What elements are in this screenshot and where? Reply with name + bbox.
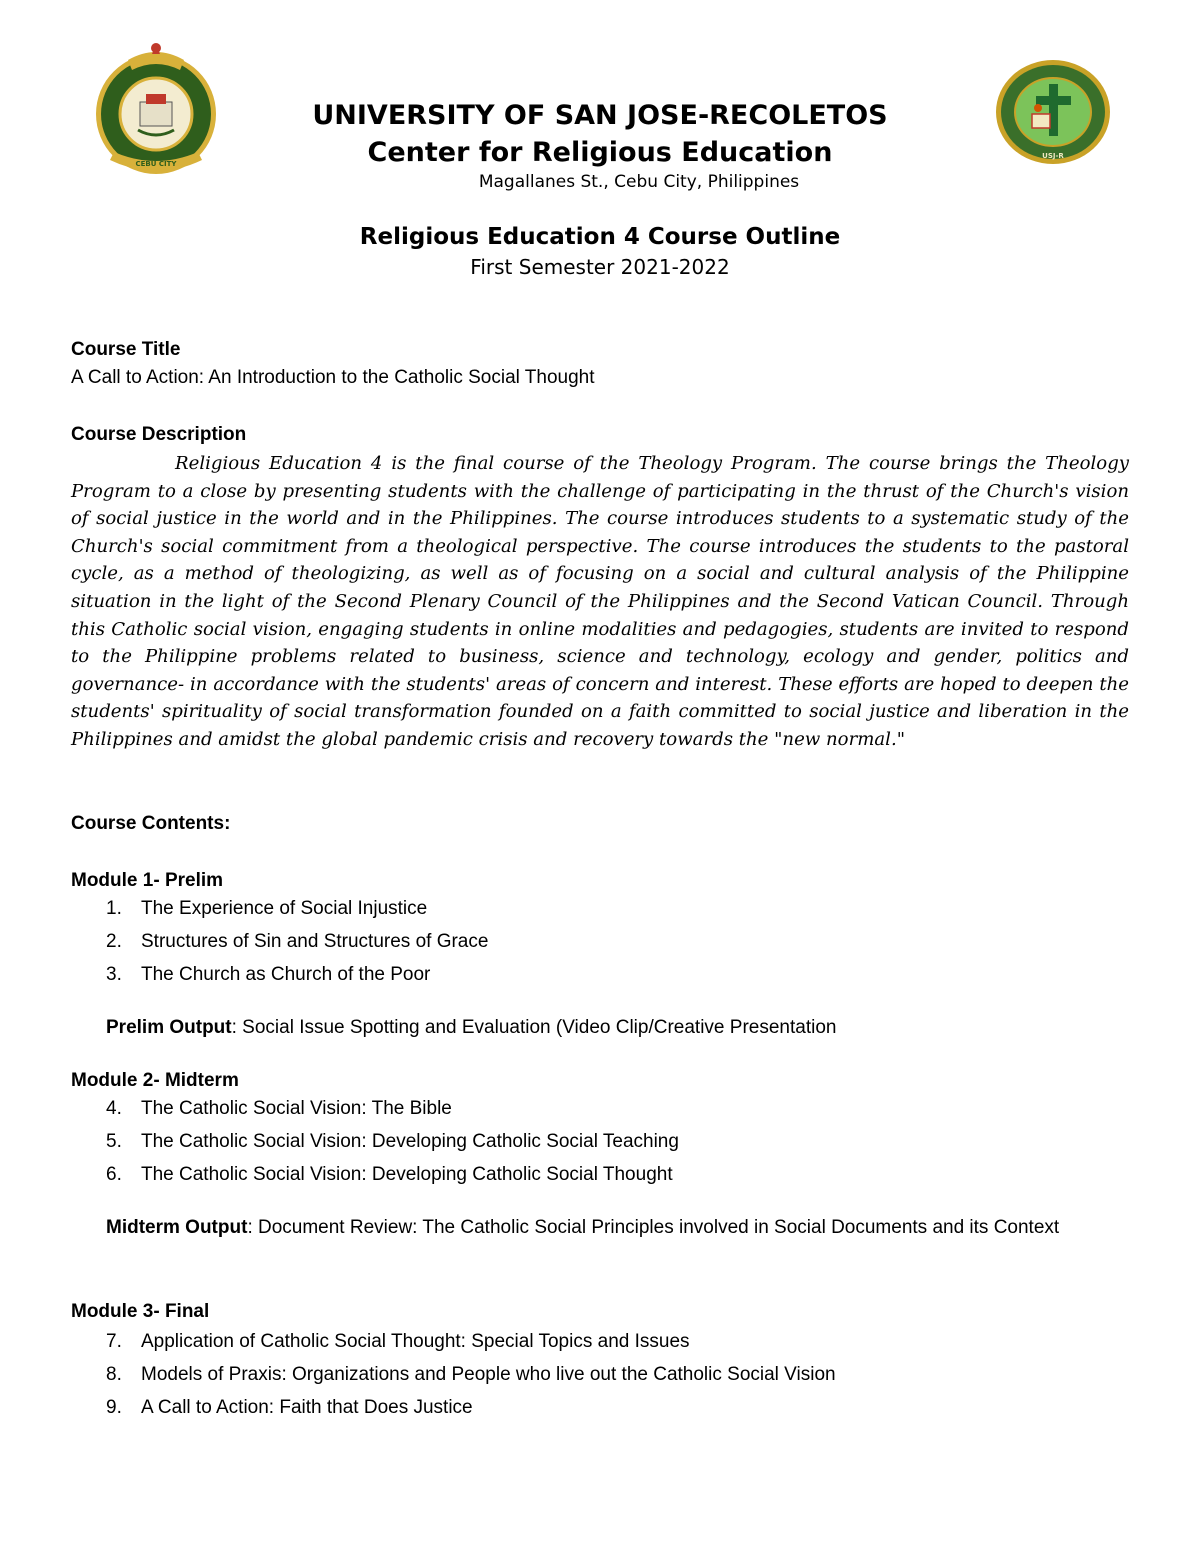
- university-name: UNIVERSITY OF SAN JOSE-RECOLETOS: [312, 100, 888, 131]
- list-item: 4. The Catholic Social Vision: The Bible: [106, 1098, 452, 1119]
- seal-bottom-text: CEBU CITY: [135, 160, 177, 168]
- module-title: Module 1- Prelim: [71, 870, 224, 891]
- list-item: 6. The Catholic Social Vision: Developing Catholic Social Thought: [106, 1164, 673, 1185]
- list-item: 3. The Church as Church of the Poor: [106, 964, 431, 985]
- course-description-body: Religious Education 4 is the final course of the Theology Program. The course brings the Theology Program to a close by presenting students with the challenge of participating in the thrust of the Church's vision of social justice in the world and in the Philippines. The course introduces students to a systematic study of the Church's social commitment from a theological perspective. The course introduces the students to the pastoral cycle, as a method of theologizing, as well as of focusing on a social and cultural analysis of the Philippine situation in the light of the Second Plenary Council of the Philippines and the Second Vatican Council. Through this Catholic social vision, engaging students in online modalities and pedagogies, students are invited to respond to the Philippine problems related to business, science and technology, ecology and gender, politics and governance- in accordance with the students' areas of concern and interest. These efforts are hoped to deepen the students' spirituality of social transformation founded on a faith committed to social justice and liberation in the Philippines and amidst the global pandemic crisis and recovery towards the "new normal.": [71, 453, 1129, 750]
- address: Magallanes St., Cebu City, Philippines: [478, 172, 800, 192]
- list-item: 9. A Call to Action: Faith that Does Justice: [106, 1397, 473, 1418]
- seal-bottom-text: USJ-R: [1042, 152, 1064, 160]
- course-description-heading: Course Description: [71, 424, 247, 445]
- list-item: 8. Models of Praxis: Organizations and People who live out the Catholic Social Vision: [106, 1364, 836, 1385]
- course-description-text: [71, 450, 1129, 754]
- list-item: 5. The Catholic Social Vision: Developing Catholic Social Teaching: [106, 1131, 679, 1152]
- semester: First Semester 2021-2022: [470, 255, 730, 279]
- module-output: [106, 1211, 1116, 1244]
- output-text: : Social Issue Spotting and Evaluation (Video Clip/Creative Presentation: [231, 1017, 837, 1038]
- output-label: Midterm Output: [106, 1217, 248, 1238]
- course-contents-heading: Course Contents:: [71, 813, 231, 834]
- course-title-heading: Course Title: [71, 339, 181, 360]
- module-output: [106, 1011, 1116, 1044]
- outline-title: Religious Education 4 Course Outline: [359, 224, 841, 250]
- list-item: 2. Structures of Sin and Structures of Grace: [106, 931, 489, 952]
- module-title: Module 3- Final: [71, 1301, 210, 1322]
- output-text: : Document Review: The Catholic Social Principles involved in Social Documents and its Context: [247, 1217, 1060, 1238]
- center-name: Center for Religious Education: [367, 137, 833, 168]
- list-item: 1. The Experience of Social Injustice: [106, 898, 428, 919]
- list-item: 7. Application of Catholic Social Thought: Special Topics and Issues: [106, 1331, 690, 1352]
- course-title-text: A Call to Action: An Introduction to the Catholic Social Thought: [71, 367, 595, 388]
- output-label: Prelim Output: [106, 1017, 232, 1038]
- module-title: Module 2- Midterm: [71, 1070, 239, 1091]
